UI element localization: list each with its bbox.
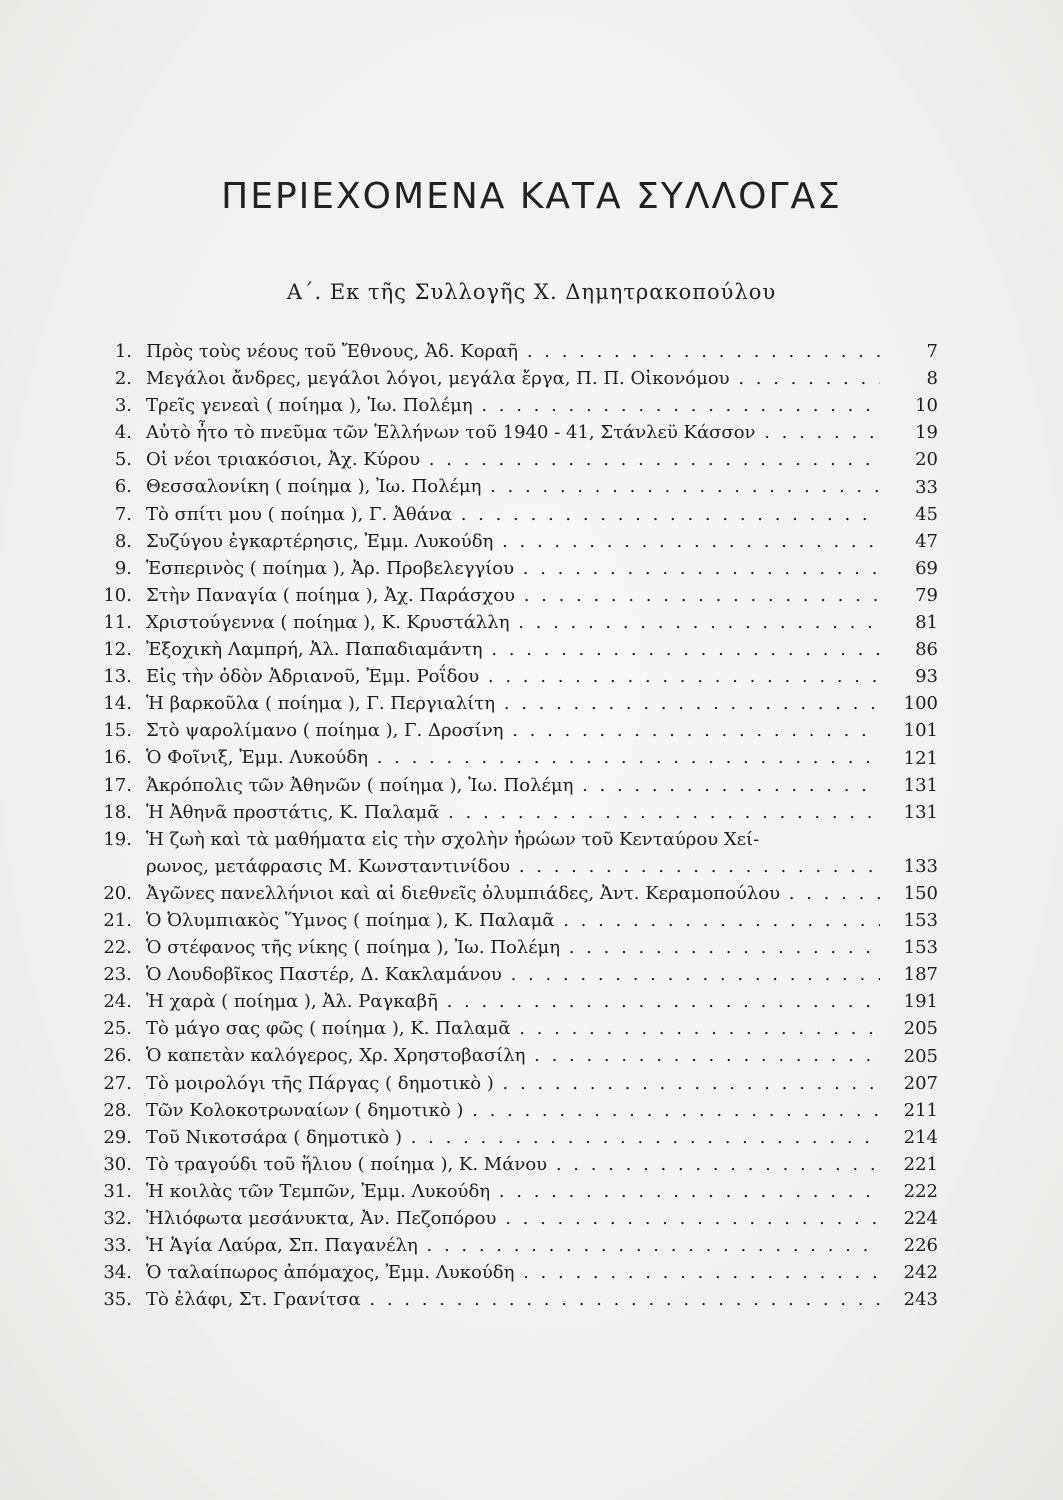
entry-title-line: Ἡ Ἁγία Λαύρα, Σπ. Παγανέλη . . . — [146, 1232, 880, 1259]
entry-title-line: Στὴν Παναγία ( ποίημα ), Ἀχ. Παράσχου . . . — [146, 582, 880, 609]
entry-title-line: Τὸ σπίτι μου ( ποίημα ), Γ. Ἀθάνα . . . — [146, 501, 880, 528]
entry-title — [146, 1259, 880, 1286]
entry-page-number: 69 — [915, 557, 938, 579]
entry-number: 14. — [103, 693, 132, 715]
entry-title-line: Ὁ καπετὰν καλόγερος, Χρ. Χρηστοβασίλη . . . — [146, 1042, 880, 1069]
entry-title-line: Θεσσαλονίκη ( ποίημα ), Ἰω. Πολέμη . . . — [146, 473, 880, 500]
toc-entry — [102, 1124, 938, 1151]
entry-title-line: Ἡ βαρκοῦλα ( ποίημα ), Γ. Περγιαλίτη . . . — [146, 690, 880, 717]
entry-title — [146, 392, 880, 419]
toc-entry — [102, 907, 938, 934]
entry-page-number: 10 — [915, 395, 938, 417]
entry-title-line: Ἡλιόφωτα μεσάνυκτα, Ἀν. Πεζοπόρου . . . — [146, 1205, 880, 1232]
entry-page-number: 133 — [903, 855, 938, 877]
entry-title — [146, 446, 880, 473]
entry-number: 18. — [103, 801, 132, 823]
entry-number: 11. — [103, 611, 132, 633]
entry-page-number: 153 — [903, 910, 938, 932]
entry-number: 20. — [103, 882, 132, 904]
entry-page-number: 100 — [903, 693, 938, 715]
entry-title — [146, 419, 880, 446]
entry-number: 8. — [114, 530, 132, 552]
entry-title — [146, 1232, 880, 1259]
entry-page-number: 224 — [903, 1208, 938, 1230]
entry-title-line: Αὐτὸ ἦτο τὸ πνεῦμα τῶν Ἑλλήνων τοῦ 1940 - 41, Στάνλεϋ Κάσσον . . . — [146, 419, 880, 446]
entry-number: 16. — [103, 747, 132, 769]
entry-page-number: 7 — [926, 341, 938, 363]
entry-title-line: Πρὸς τοὺς νέους τοῦ Ἔθνους, Ἀδ. Κοραῆ . . . — [146, 338, 880, 365]
entry-title-line: Ὁ Ὀλυμπιακὸς Ὕμνος ( ποίημα ), Κ. Παλαμᾶ . . . — [146, 907, 880, 934]
toc-entry — [102, 744, 938, 771]
toc-entry — [102, 1151, 938, 1178]
entry-title — [146, 1205, 880, 1232]
entry-title — [146, 772, 880, 799]
entry-title — [146, 799, 880, 826]
entry-page-number: 153 — [903, 937, 938, 959]
entry-page-number: 8 — [926, 368, 938, 390]
entry-number: 25. — [103, 1018, 132, 1040]
entry-page-number: 226 — [903, 1235, 938, 1257]
entry-title-line: Στὸ ψαρολίμανο ( ποίημα ), Γ. Δροσίνη . . . — [146, 717, 880, 744]
entry-page-number: 191 — [903, 991, 938, 1013]
toc-entry — [102, 988, 938, 1015]
entry-number: 3. — [114, 395, 132, 417]
entry-title — [146, 663, 880, 690]
entry-number: 5. — [114, 449, 132, 471]
entry-number: 17. — [103, 774, 132, 796]
entry-page-number: 214 — [903, 1126, 938, 1148]
entry-page-number: 222 — [903, 1181, 938, 1202]
entry-title — [146, 717, 880, 744]
entry-title-line: Ὁ Λουδοβῖκος Παστέρ, Δ. Κακλαμάνου . . . — [146, 961, 880, 988]
entry-number: 26. — [103, 1045, 132, 1067]
toc-entry — [102, 1205, 938, 1232]
toc-entry — [102, 690, 938, 717]
toc-entry — [102, 419, 938, 446]
entry-number: 1. — [114, 341, 132, 362]
entry-number: 19. — [103, 828, 132, 850]
entry-title — [146, 690, 880, 717]
entry-page-number: 150 — [903, 882, 938, 904]
toc-entry — [102, 636, 938, 663]
entry-title-line: Ὁ Φοῖνιξ, Ἐμμ. Λυκούδη . . . — [146, 744, 880, 771]
entry-page-number: 19 — [915, 422, 938, 444]
entry-title-line: Τῶν Κολοκοτρωναίων ( δημοτικὸ ) . . . — [146, 1097, 880, 1124]
section-heading: Α΄. Εκ τῆς Συλλογῆς Χ. Δημητρακοπούλου — [286, 280, 777, 304]
entry-title — [146, 1151, 880, 1178]
entry-title-line: Οἱ νέοι τριακόσιοι, Ἀχ. Κύρου . . . — [146, 446, 880, 473]
entry-title — [146, 528, 880, 555]
entry-page-number: 101 — [903, 720, 938, 742]
entry-title — [146, 826, 880, 880]
entry-page-number: 47 — [915, 530, 938, 552]
entry-page-number: 131 — [903, 801, 938, 823]
entry-page-number: 221 — [903, 1153, 938, 1175]
toc-entry — [102, 1259, 938, 1286]
entry-title — [146, 338, 880, 365]
toc-entry — [102, 1015, 938, 1042]
toc-entry — [102, 1097, 938, 1124]
entry-title — [146, 501, 880, 528]
entry-page-number: 20 — [915, 449, 938, 471]
entry-page-number: 243 — [903, 1289, 938, 1311]
entry-title — [146, 609, 880, 636]
entry-title-line: Ἀκρόπολις τῶν Ἀθηνῶν ( ποίημα ), Ἰω. Πολέμη . . . — [146, 772, 880, 799]
entry-title — [146, 961, 880, 988]
entry-number: 22. — [103, 937, 132, 959]
entry-title-line: Ἡ χαρὰ ( ποίημα ), Ἀλ. Ραγκαβῆ . . . — [146, 988, 880, 1015]
entry-title-line: Ἡ Ἀθηνᾶ προστάτις, Κ. Παλαμᾶ . . . — [146, 799, 880, 826]
entry-number: 29. — [103, 1126, 132, 1148]
entry-number: 28. — [103, 1099, 132, 1121]
toc-entry — [102, 799, 938, 826]
entry-title — [146, 1070, 880, 1097]
entry-title — [146, 582, 880, 609]
entry-title-line: Τὸ μοιρολόγι τῆς Πάργας ( δημοτικὸ ) . . . — [146, 1070, 880, 1097]
entry-title-line: ρωνος, μετάφρασις Μ. Κωνσταντινίδου . . . — [146, 853, 880, 880]
entry-page-number: 86 — [915, 639, 938, 661]
toc-entry — [102, 528, 938, 555]
entry-title — [146, 907, 880, 934]
toc-entry — [102, 934, 938, 961]
entry-number: 27. — [103, 1072, 132, 1094]
entry-title-line: Ἐξοχικὴ Λαμπρή, Ἀλ. Παπαδιαμάντη . . . — [146, 636, 880, 663]
toc-entry — [102, 609, 938, 636]
entry-title — [146, 934, 880, 961]
entry-number: 30. — [103, 1153, 132, 1175]
entry-title-line: Ἡ κοιλὰς τῶν Τεμπῶν, Ἐμμ. Λυκούδη . . . — [146, 1178, 880, 1205]
toc-entry — [102, 392, 938, 419]
entry-title — [146, 1015, 880, 1042]
toc-entry — [102, 772, 938, 799]
toc-entry — [102, 961, 938, 988]
entry-title-line: Εἰς τὴν ὁδὸν Ἀδριανοῦ, Ἐμμ. Ροΐδου . . . — [146, 663, 880, 690]
toc-entry — [102, 826, 938, 880]
entry-page-number: 93 — [915, 666, 938, 688]
entry-page-number: 33 — [915, 476, 938, 498]
toc-entry — [102, 582, 938, 609]
entry-title — [146, 880, 880, 907]
entry-page-number: 79 — [915, 584, 938, 606]
entry-title-line: Μεγάλοι ἄνδρες, μεγάλοι λόγοι, μεγάλα ἔργα, Π. Π. Οἰκονόμου . . . — [146, 365, 880, 392]
entry-title-line: Ὁ ταλαίπωρος ἀπόμαχος, Ἐμμ. Λυκούδη . . . — [146, 1259, 880, 1286]
entry-title-line: Τὸ ἐλάφι, Στ. Γρανίτσα . . . — [146, 1286, 880, 1313]
entry-number: 32. — [103, 1208, 132, 1229]
toc-entry — [102, 555, 938, 582]
entry-number: 23. — [103, 964, 132, 986]
toc-entry — [102, 338, 938, 365]
entry-number: 15. — [103, 720, 132, 742]
toc-entry — [102, 446, 938, 473]
entry-page-number: 207 — [903, 1072, 938, 1094]
entry-number: 24. — [103, 991, 132, 1013]
entry-number: 2. — [114, 368, 132, 390]
toc-entry — [102, 365, 938, 392]
entry-title — [146, 1042, 880, 1069]
entry-number: 21. — [103, 909, 132, 931]
entry-title-line: Ἀγῶνες πανελλήνιοι καὶ αἱ διεθνεῖς ὀλυμπιάδες, Ἀντ. Κεραμοπούλου . . . — [146, 880, 880, 907]
entry-title-line: Τρεῖς γενεαὶ ( ποίημα ), Ἰω. Πολέμη . . . — [146, 392, 880, 419]
entry-title-line: Συζύγου ἐγκαρτέρησις, Ἐμμ. Λυκούδη . . . — [146, 528, 880, 555]
entry-title-line: Ὁ στέφανος τῆς νίκης ( ποίημα ), Ἰω. Πολέμη . . . — [146, 934, 880, 961]
entry-title — [146, 636, 880, 663]
entry-number: 12. — [103, 639, 132, 661]
entry-page-number: 45 — [915, 503, 938, 525]
entry-page-number: 211 — [903, 1099, 938, 1121]
entry-page-number: 187 — [903, 964, 938, 986]
entry-title — [146, 555, 880, 582]
entry-title — [146, 1178, 880, 1205]
entry-title-line: Τοῦ Νικοτσάρα ( δημοτικὸ ) . . . — [146, 1124, 880, 1151]
toc-entry — [102, 1070, 938, 1097]
entry-page-number: 242 — [903, 1262, 938, 1284]
toc-entry — [102, 880, 938, 907]
entry-number: 4. — [114, 422, 132, 444]
toc-entry — [102, 663, 938, 690]
entry-number: 34. — [103, 1262, 132, 1284]
entry-number: 31. — [103, 1180, 132, 1202]
toc-entry — [102, 717, 938, 744]
entry-title-line: Τὸ μάγο σας φῶς ( ποίημα ), Κ. Παλαμᾶ . . . — [146, 1015, 880, 1042]
entry-title — [146, 365, 880, 392]
entry-number: 33. — [103, 1235, 132, 1257]
entry-title — [146, 744, 880, 771]
entry-page-number: 205 — [903, 1018, 938, 1040]
entry-page-number: 121 — [903, 747, 938, 769]
entry-number: 35. — [103, 1289, 132, 1311]
entry-number: 7. — [114, 503, 132, 525]
entry-page-number: 205 — [903, 1045, 938, 1067]
entry-title — [146, 1286, 880, 1313]
entry-page-number: 81 — [915, 612, 938, 634]
entry-title-line: Χριστούγεννα ( ποίημα ), Κ. Κρυστάλλη . . . — [146, 609, 880, 636]
toc-entry — [102, 1178, 938, 1205]
table-of-contents — [102, 338, 938, 1313]
entry-title-line: Ἡ ζωὴ καὶ τὰ μαθήματα εἰς τὴν σχολὴν ἡρώων τοῦ Κενταύρου Χεί- — [146, 828, 760, 850]
toc-entry — [102, 501, 938, 528]
toc-entry — [102, 1286, 938, 1313]
entry-number: 10. — [103, 584, 132, 606]
entry-title-line: Τὸ τραγούδι τοῦ ἥλιου ( ποίημα ), Κ. Μάνου . . . — [146, 1151, 880, 1178]
entry-number: 6. — [114, 476, 132, 498]
entry-page-number: 131 — [903, 774, 938, 796]
toc-entry — [102, 1232, 938, 1259]
entry-title — [146, 1124, 880, 1151]
entry-number: 9. — [114, 557, 132, 579]
entry-title-line: Ἑσπερινὸς ( ποίημα ), Ἀρ. Προβελεγγίου . . . — [146, 555, 880, 582]
entry-title — [146, 1097, 880, 1124]
entry-title — [146, 473, 880, 500]
page-title: ΠΕΡΙΕΧΟΜΕΝΑ ΚΑΤΑ ΣΥΛΛΟΓΑΣ — [221, 176, 842, 217]
toc-entry — [102, 473, 938, 500]
entry-number: 13. — [103, 666, 132, 688]
entry-title — [146, 988, 880, 1015]
toc-entry — [102, 1042, 938, 1069]
